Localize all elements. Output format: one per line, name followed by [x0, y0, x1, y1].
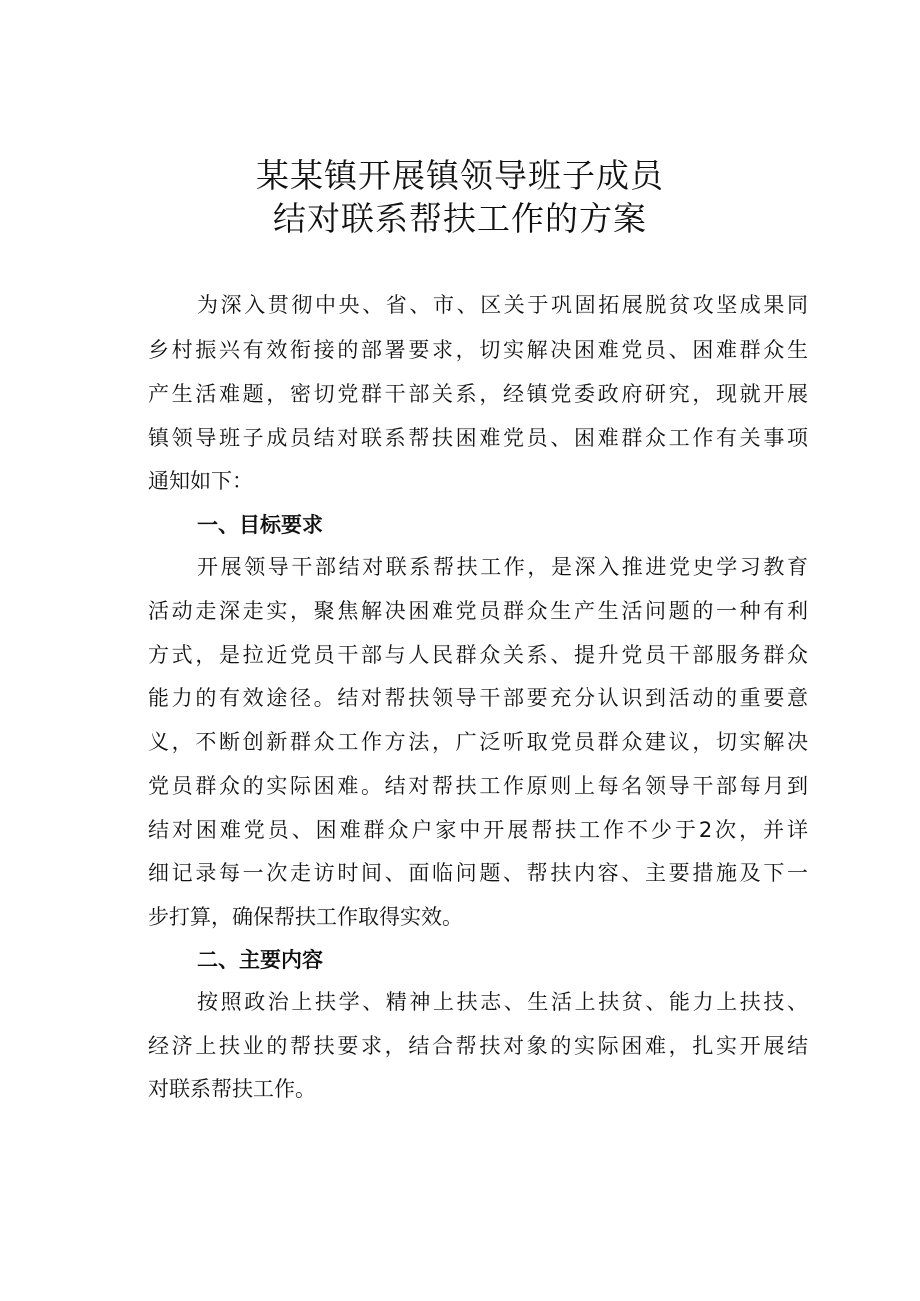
section1-line-4: 能力的有效途径。结对帮扶领导干部要充分认识到活动的重要意 [148, 686, 808, 710]
section1-line-2: 活动走深走实，聚焦解决困难党员群众生产生活问题的一种有利 [148, 599, 808, 623]
intro-line-5: 通知如下： [148, 469, 253, 493]
section1-line-3: 方式，是拉近党员干部与人民群众关系、提升党员干部服务群众 [148, 643, 808, 667]
document-title-line-1: 某某镇开展镇领导班子成员 [256, 156, 664, 195]
section-heading-goals: 一、目标要求 [197, 513, 323, 537]
section2-line-1: 按照政治上扶学、精神上扶志、生活上扶贫、能力上扶技、 [197, 990, 808, 1014]
document-title-line-2: 结对联系帮扶工作的方案 [273, 199, 647, 238]
section1-line-9: 步打算，确保帮扶工作取得实效。 [148, 905, 463, 929]
intro-line-2: 乡村振兴有效衔接的部署要求，切实解决困难党员、困难群众生 [148, 338, 808, 362]
section1-line-7: 结对困难党员、困难群众户家中开展帮扶工作不少于2次，并详 [148, 818, 808, 842]
intro-line-3: 产生活难题，密切党群干部关系，经镇党委政府研究，现就开展 [148, 382, 808, 406]
section1-line-6: 党员群众的实际困难。结对帮扶工作原则上每名领导干部每月到 [148, 774, 808, 798]
section1-line-8: 细记录每一次走访时间、面临问题、帮扶内容、主要措施及下一 [148, 861, 808, 885]
section-heading-content: 二、主要内容 [197, 948, 323, 972]
section1-line-1: 开展领导干部结对联系帮扶工作，是深入推进党史学习教育 [197, 555, 808, 579]
section2-line-2: 经济上扶业的帮扶要求，结合帮扶对象的实际困难，扎实开展结 [148, 1034, 808, 1058]
intro-line-1: 为深入贯彻中央、省、市、区关于巩固拓展脱贫攻坚成果同 [197, 293, 808, 317]
section2-line-3: 对联系帮扶工作。 [148, 1077, 316, 1101]
intro-line-4: 镇领导班子成员结对联系帮扶困难党员、困难群众工作有关事项 [148, 426, 808, 450]
section1-line-5: 义，不断创新群众工作方法，广泛听取党员群众建议，切实解决 [148, 730, 808, 754]
